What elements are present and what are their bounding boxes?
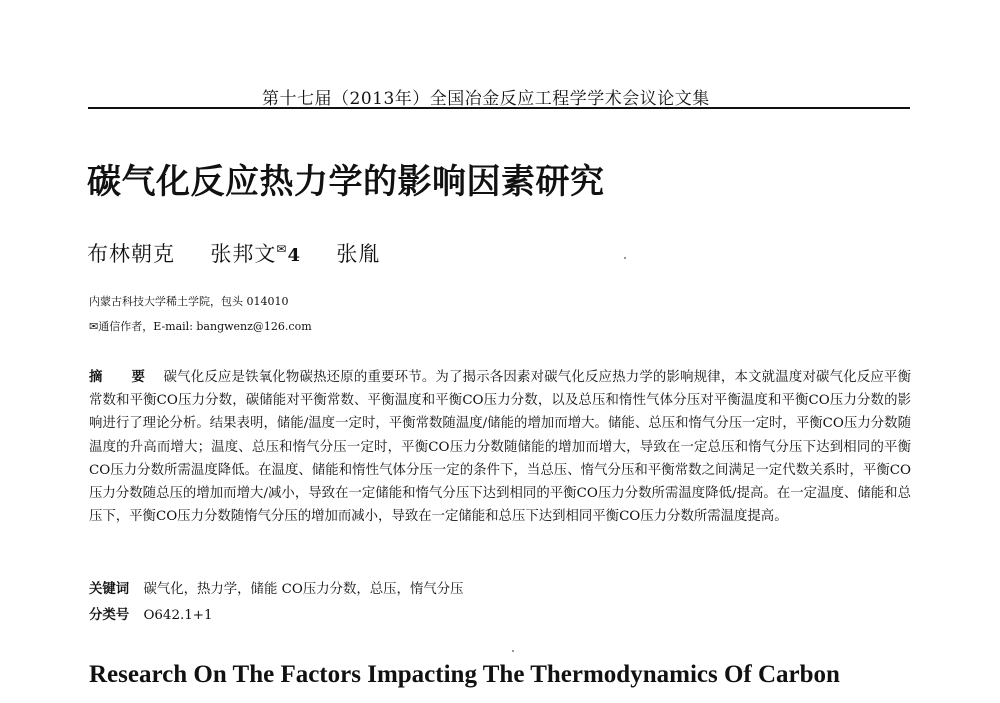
abstract-label: 摘 要 xyxy=(89,370,158,385)
corresponding-author: ✉通信作者，E-mail: bangwenz@126.com xyxy=(89,320,312,333)
keywords-label: 关键词 xyxy=(89,582,130,597)
classification xyxy=(89,604,213,623)
keywords xyxy=(89,578,464,597)
classification-label: 分类号 xyxy=(89,608,130,623)
author-name: 布林朝克 xyxy=(87,242,175,266)
paper-title: 碳气化反应热力学的影响因素研究 xyxy=(87,162,605,202)
author-name: 张邦文 xyxy=(210,242,277,266)
author-affiliation-mark: 4 xyxy=(287,245,301,266)
affiliation: 内蒙古科技大学稀土学院，包头 014010 xyxy=(89,295,289,308)
keywords-text: 碳气化，热力学，储能 CO压力分数，总压，惰气分压 xyxy=(143,582,464,597)
abstract xyxy=(89,366,911,528)
abstract-text: 碳气化反应是铁氧化物碳热还原的重要环节。为了揭示各因素对碳气化反应热力学的影响规律，本文就温度对碳气化反应平衡常数和平衡CO压力分数，碳储能对平衡常数、平衡温度和平衡CO压力分数，以及总压和惰性气体分压对平衡温度和平衡CO压力分数的影响进行了理论分析。结果表明，储能/温度一定时，平衡常数随温度/储能的增加而增大。储能、总压和惰气分压一定时，平衡CO压力分数随温度的升高而增大；温度、总压和惰气分压一定时，平衡CO压力分数随储能的增加而增大，导致在一定总压和惰气分压下达到相同的平衡CO压力分数所需温度降低。在温度、储能和惰性气体分压一定的条件下，当总压、惰气分压和平衡常数之间满足一定代数关系时，平衡CO压力分数随总压的增加而增大/减小，导致在一定储能和惰气分压下达到相同的平衡CO压力分数所需温度降低/提高。在一定温度、储能和总压下，平衡CO压力分数随惰气分压的增加而减小，导致在一定储能和总压下达到相同平衡CO压力分数所需温度提高。 xyxy=(89,370,911,525)
scan-speck xyxy=(624,257,626,259)
proceedings-title: 第十七届（2013年）全国冶金反应工程学学术会议论文集 xyxy=(262,89,710,109)
envelope-icon: ✉ xyxy=(276,242,288,256)
author-list xyxy=(87,238,380,268)
classification-text: O642.1+1 xyxy=(143,608,213,623)
header-rule xyxy=(88,107,910,109)
author-name: 张胤 xyxy=(336,242,381,266)
scan-speck xyxy=(512,650,514,652)
english-title: Research On The Factors Impacting The Thermodynamics Of Carbon xyxy=(89,661,840,688)
